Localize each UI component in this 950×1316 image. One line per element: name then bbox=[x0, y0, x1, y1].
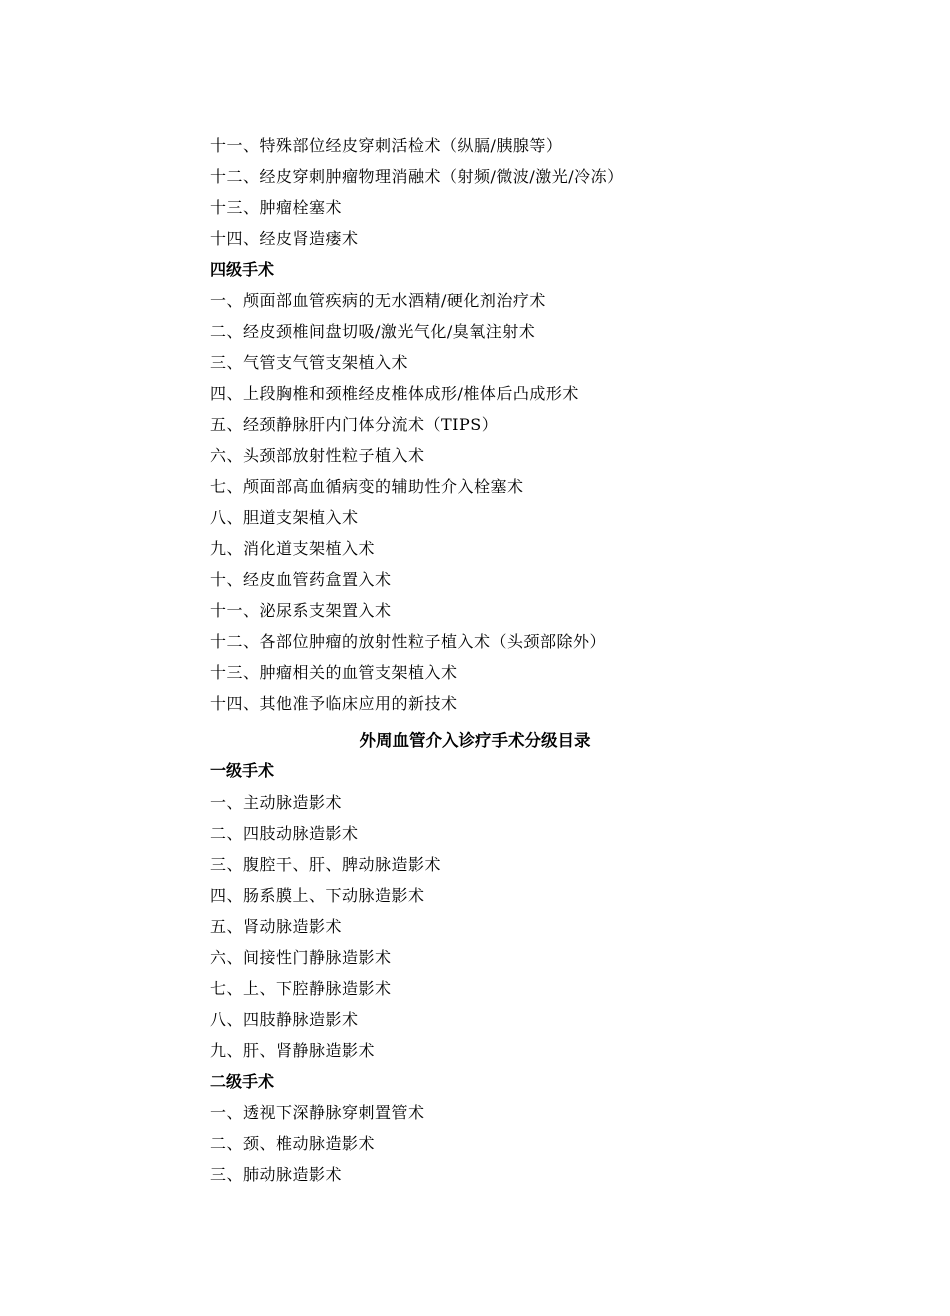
list-item: 一、透视下深静脉穿刺置管术 bbox=[210, 1103, 425, 1122]
list-item: 十二、各部位肿瘤的放射性粒子植入术（头颈部除外） bbox=[210, 632, 607, 651]
section-heading-level1: 一级手术 bbox=[210, 761, 275, 780]
list-item: 八、四肢静脉造影术 bbox=[210, 1010, 359, 1029]
list-item: 三、腹腔干、肝、脾动脉造影术 bbox=[210, 855, 442, 874]
document-content bbox=[210, 130, 740, 1190]
list-item: 十三、肿瘤相关的血管支架植入术 bbox=[210, 663, 458, 682]
list-item: 八、胆道支架植入术 bbox=[210, 508, 359, 527]
list-item: 十、经皮血管药盒置入术 bbox=[210, 570, 392, 589]
list-item: 四、肠系膜上、下动脉造影术 bbox=[210, 886, 425, 905]
list-item: 二、四肢动脉造影术 bbox=[210, 824, 359, 843]
list-item: 六、间接性门静脉造影术 bbox=[210, 948, 392, 967]
list-item: 六、头颈部放射性粒子植入术 bbox=[210, 446, 425, 465]
list-item: 九、肝、肾静脉造影术 bbox=[210, 1041, 376, 1060]
list-item: 十一、特殊部位经皮穿刺活检术（纵膈/胰腺等） bbox=[210, 136, 563, 155]
list-item: 五、经颈静脉肝内门体分流术（TIPS） bbox=[210, 415, 499, 434]
list-item: 七、颅面部高血循病变的辅助性介入栓塞术 bbox=[210, 477, 524, 496]
list-item: 十三、肿瘤栓塞术 bbox=[210, 198, 343, 217]
list-item: 十四、经皮肾造瘘术 bbox=[210, 229, 359, 248]
section-heading-level4: 四级手术 bbox=[210, 260, 275, 279]
section-heading-level2: 二级手术 bbox=[210, 1072, 275, 1091]
list-item: 三、肺动脉造影术 bbox=[210, 1165, 343, 1184]
list-item: 二、颈、椎动脉造影术 bbox=[210, 1134, 376, 1153]
list-item: 十一、泌尿系支架置入术 bbox=[210, 601, 392, 620]
section-title: 外周血管介入诊疗手术分级目录 bbox=[359, 731, 591, 750]
list-item: 十二、经皮穿刺肿瘤物理消融术（射频/微波/激光/冷冻） bbox=[210, 167, 624, 186]
list-item: 三、气管支气管支架植入术 bbox=[210, 353, 409, 372]
list-item: 一、主动脉造影术 bbox=[210, 793, 343, 812]
list-item: 十四、其他准予临床应用的新技术 bbox=[210, 694, 458, 713]
list-item: 一、颅面部血管疾病的无水酒精/硬化剂治疗术 bbox=[210, 291, 546, 310]
list-item: 四、上段胸椎和颈椎经皮椎体成形/椎体后凸成形术 bbox=[210, 384, 579, 403]
list-item: 五、肾动脉造影术 bbox=[210, 917, 343, 936]
list-item: 七、上、下腔静脉造影术 bbox=[210, 979, 392, 998]
list-item: 九、消化道支架植入术 bbox=[210, 539, 376, 558]
list-item: 二、经皮颈椎间盘切吸/激光气化/臭氧注射术 bbox=[210, 322, 536, 341]
